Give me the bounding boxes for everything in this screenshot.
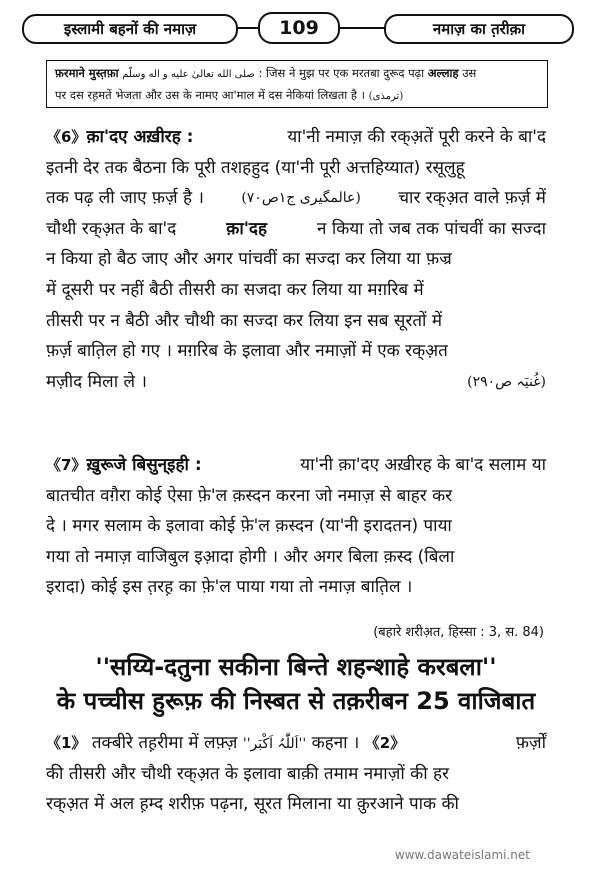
s6-line-8 <box>46 336 546 367</box>
w-text-3: रक्अ़त में अल ह़म्द शरीफ़ पढ़ना, सूरत मिलाना या क़ुरआने पाक की <box>46 794 459 815</box>
s6-text-2: इतनी देर तक बैठना कि पूरी तशहहुद (या'नी पूरी अत्तहिय्यात) रसूलुहू <box>46 157 465 178</box>
s6-text-8: फ़र्ज़ बात़िल हो गए । मग़रिब के इलावा और नमाज़ों में एक रक्अ़त <box>46 341 448 362</box>
footer-url: www.dawateislami.net <box>394 848 530 862</box>
hadith-text-c: पर दस रह़मतें भेजता और उस के नामए आ'माल में दस नेकियां लिखता है । <box>55 88 366 102</box>
hadith-line-1 <box>55 63 539 85</box>
s6-text-5: न किया हो बैठ जाए और अगर पांचवीं का सज्दा कर लिया या फ़ज्र <box>46 249 452 270</box>
hadith-text-a: : जिस ने मुझ पर एक मरतबा दुरूद पढ़ा <box>258 66 425 80</box>
wajibat <box>46 728 546 820</box>
s7-text-5: इरादा) कोई इस त़रह़ का फ़े'ल पाया गया तो नमाज़ बात़िल । <box>46 577 413 598</box>
heading-line-1: ''सय्यि-दतुना सकीना बिन्ते शहन्शाहे करबला'' <box>95 653 497 681</box>
s7-text-2: बातचीत वग़ैरा कोई ऐसा फ़े'ल क़स्दन करना जो नमाज़ से बाहर कर <box>46 485 453 506</box>
s6-line-9 <box>46 367 546 398</box>
marker-7: 《7》 <box>46 456 87 474</box>
s6-text-4b: क़ा'दह <box>226 218 267 239</box>
heading-line-2: के पच्चीस हुरूफ़ की निस्बत से तक़रीबन 25 वाजिबात <box>56 687 536 715</box>
s6-text-6: में दूसरी पर नहीं बैठी तीसरी का सजदा कर लिया या मग़रिब में <box>46 279 424 300</box>
book-title: इस्लामी बहनों की नमाज़ <box>22 14 238 44</box>
s6-text-3a: तक पढ़ ली जाए फ़र्ज़ है । <box>46 188 204 209</box>
s6-line-1 <box>46 122 546 153</box>
s6-text-4a: चौथी रक्अ़त के बा'द <box>46 218 177 239</box>
hadith-source: (ترمذی) <box>368 91 404 102</box>
s6-text-3b: चार रक्अ़त वाले फ़र्ज़ में <box>398 188 546 209</box>
s6-text-4c: न किया तो जब तक पांचवीं का सज्दा <box>317 218 546 239</box>
s7-title: ख़ुरूजे बिसुन्इही : <box>86 455 202 475</box>
s7-text-3: दे । मगर सलाम के इलावा कोई फ़े'ल क़स्दन (या'नी इरादतन) पाया <box>46 516 452 537</box>
s6-text-9: मज़ीद मिला ले । <box>46 371 147 392</box>
page-number: 109 <box>258 12 340 44</box>
w-line-1 <box>46 728 546 759</box>
s7-line-2 <box>46 481 546 512</box>
s6-title: क़ा'दए अख़ीरह : <box>86 127 194 147</box>
section-7 <box>46 450 546 603</box>
w-text-1c: फ़र्ज़ों <box>515 733 546 753</box>
section-6 <box>46 122 546 397</box>
s7-line-4 <box>46 542 546 573</box>
s6-line-3 <box>46 183 546 214</box>
marker-w1: 《1》 <box>46 734 87 752</box>
w-line-2 <box>46 759 546 790</box>
hadith-box <box>46 60 548 108</box>
s6-text-7: तीसरी पर न बैठी और चौथी का सज्दा कर लिया इन सब सूरतों में <box>46 310 443 331</box>
page-header <box>22 12 574 44</box>
w-line-3 <box>46 789 546 820</box>
s7-line-1 <box>46 450 546 481</box>
s6-line-6 <box>46 275 546 306</box>
hadith-text-b: उस <box>462 66 477 80</box>
s6-line-5 <box>46 244 546 275</box>
s6-ref-2: (غُنیَہ ص۲۹۰) <box>467 373 546 390</box>
s6-line-2 <box>46 153 546 184</box>
s7-line-5 <box>46 572 546 603</box>
s7-text-1: या'नी क़ा'दए अख़ीरह के बा'द सलाम या <box>300 455 546 475</box>
w-text-1b: कहना । <box>311 733 360 753</box>
w-text-1a: तक्बीरे तह़रीमा में लफ़्ज़ <box>91 733 238 753</box>
header-rule-right <box>338 27 390 29</box>
w-arabic: ''اَللّٰہُ اَکْبَر'' <box>242 736 307 752</box>
s6-ref-1: (عالمگیری ج۱ص۷۰) <box>241 190 361 207</box>
s6-line-7 <box>46 306 546 337</box>
hadith-label: फ़रमाने मुस्त़फ़ा <box>55 66 119 80</box>
salutation: صلى الله تعالیٰ علیه و اله وسلّم <box>122 69 255 80</box>
w-text-2: की तीसरी और चौथी रक्अ़त के इलावा बाक़ी तमाम नमाज़ों की हर <box>46 763 449 784</box>
s7-text-4: गया तो नमाज़ वाजिबुल इआ़दा होगी । और अगर बिला क़स्द (बिला <box>46 546 455 567</box>
hadith-line-2 <box>55 85 539 107</box>
s6-line-4 <box>46 214 546 245</box>
reference: (बहारे शरीअ़त, हिस्सा : 3, स. 84) <box>373 625 544 640</box>
chapter-title: नमाज़ का त़रीक़ा <box>384 14 574 44</box>
hadith-allah: अल्लाह <box>427 66 459 80</box>
marker-6: 《6》 <box>46 128 87 146</box>
marker-w2: 《2》 <box>364 734 406 752</box>
s6-text-1: या'नी नमाज़ की रक्अ़तें पूरी करने के बा'द <box>287 127 546 147</box>
s7-line-3 <box>46 511 546 542</box>
